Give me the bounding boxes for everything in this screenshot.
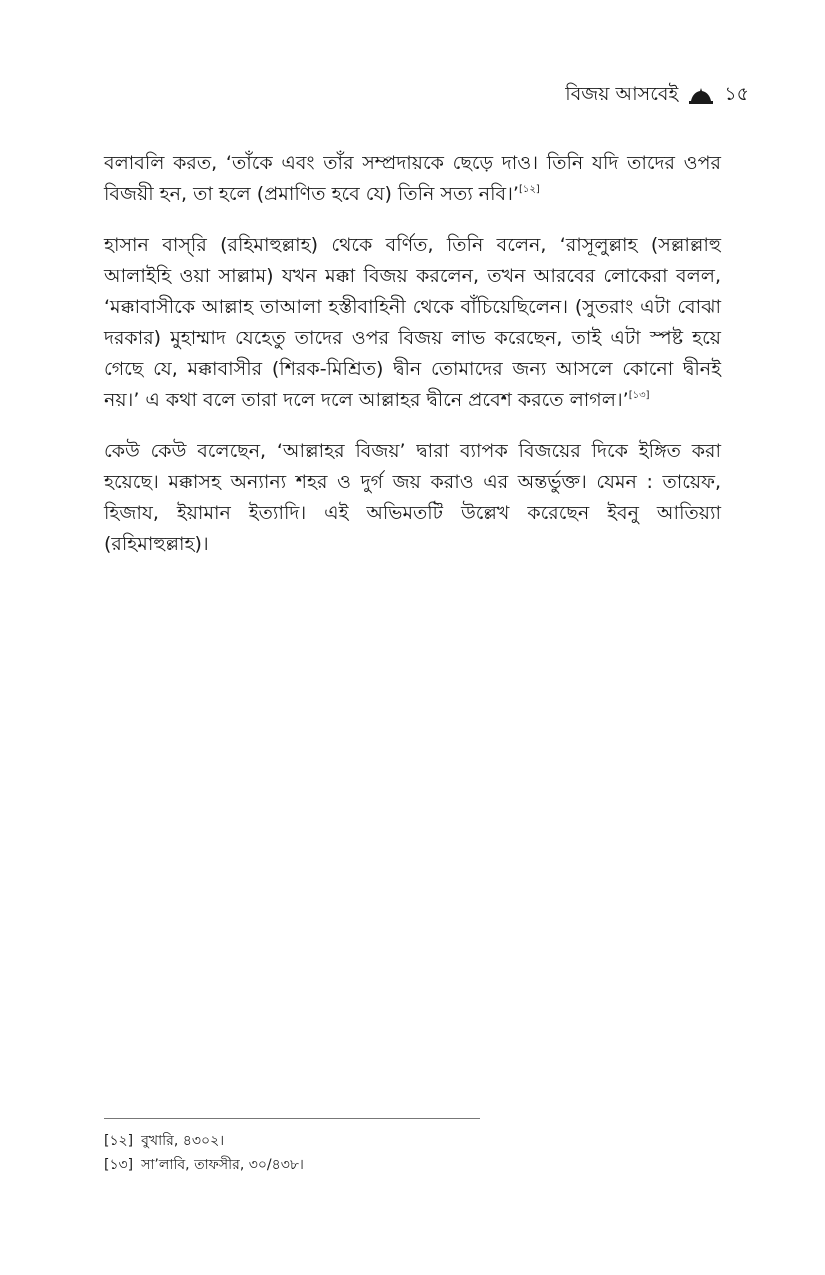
paragraph-text: হাসান বাস্‌রি (রহিমাহুল্লাহ) থেকে বর্ণিত, তিনি বলেন, ‘রাসূলুল্লাহ (সল্লাল্লাহু আলাইহি ওয়া সাল্লাম) যখন মক্কা বিজয় করলেন, তখন আরবের লোকেরা বলল, ‘মক্কাবাসীকে আল্লাহ তাআলা হস্তীবাহিনী থেকে বাঁচিয়েছিলেন। (সুতরাং এটা বোঝা দরকার) মুহাম্মাদ যেহেতু তাদের ওপর বিজয় লাভ করেছেন, তাই এটা স্পষ্ট হয়ে গেছে যে, মক্কাবাসীর (শিরক-মিশ্রিত) দ্বীন তোমাদের জন্য আসলে কোনো দ্বীনই নয়।’ এ কথা বলে তারা দলে দলে আল্লাহর দ্বীনে প্রবেশ করতে লাগল।’ bbox=[104, 234, 721, 411]
paragraph-text: বলাবলি করত, ‘তাঁকে এবং তাঁর সম্প্রদায়কে ছেড়ে দাও। তিনি যদি তাদের ওপর বিজয়ী হন, তা হলে (প্রমাণিত হবে যে) তিনি সত্য নবি।’ bbox=[104, 152, 721, 205]
footnote-marker: [১২] bbox=[104, 1133, 134, 1149]
mosque-dome-icon bbox=[688, 85, 714, 103]
footnote bbox=[104, 1129, 721, 1153]
footnote-marker: [১৩] bbox=[104, 1157, 134, 1173]
footnote-ref[interactable]: [১২] bbox=[518, 184, 540, 195]
footnote-divider bbox=[104, 1118, 480, 1119]
footnote-text: সা’লাবি, তাফসীর, ৩০/৪৩৮। bbox=[141, 1157, 304, 1173]
running-title: বিজয় আসবেই bbox=[565, 83, 679, 105]
running-header bbox=[565, 80, 749, 108]
body-text bbox=[104, 148, 721, 580]
paragraph bbox=[104, 230, 721, 416]
footnote-text: বুখারি, ৪৩০২। bbox=[141, 1133, 225, 1149]
page-number: ১৫ bbox=[724, 83, 749, 105]
paragraph bbox=[104, 148, 721, 210]
footnote-ref[interactable]: [১৩] bbox=[628, 390, 650, 401]
paragraph bbox=[104, 436, 721, 560]
paragraph-text: কেউ কেউ বলেছেন, ‘আল্লাহর বিজয়’ দ্বারা ব্যাপক বিজয়ের দিকে ইঙ্গিত করা হয়েছে। মক্কাসহ অন্যান্য শহর ও দুর্গ জয় করাও এর অন্তর্ভুক্ত। যেমন : তায়েফ, হিজায, ইয়ামান ইত্যাদি। এই অভিমতটি উল্লেখ করেছেন ইবনু আতিয়্যা (রহিমাহুল্লাহ)। bbox=[104, 440, 721, 555]
footnote bbox=[104, 1153, 721, 1177]
footnotes-section bbox=[104, 1118, 721, 1177]
